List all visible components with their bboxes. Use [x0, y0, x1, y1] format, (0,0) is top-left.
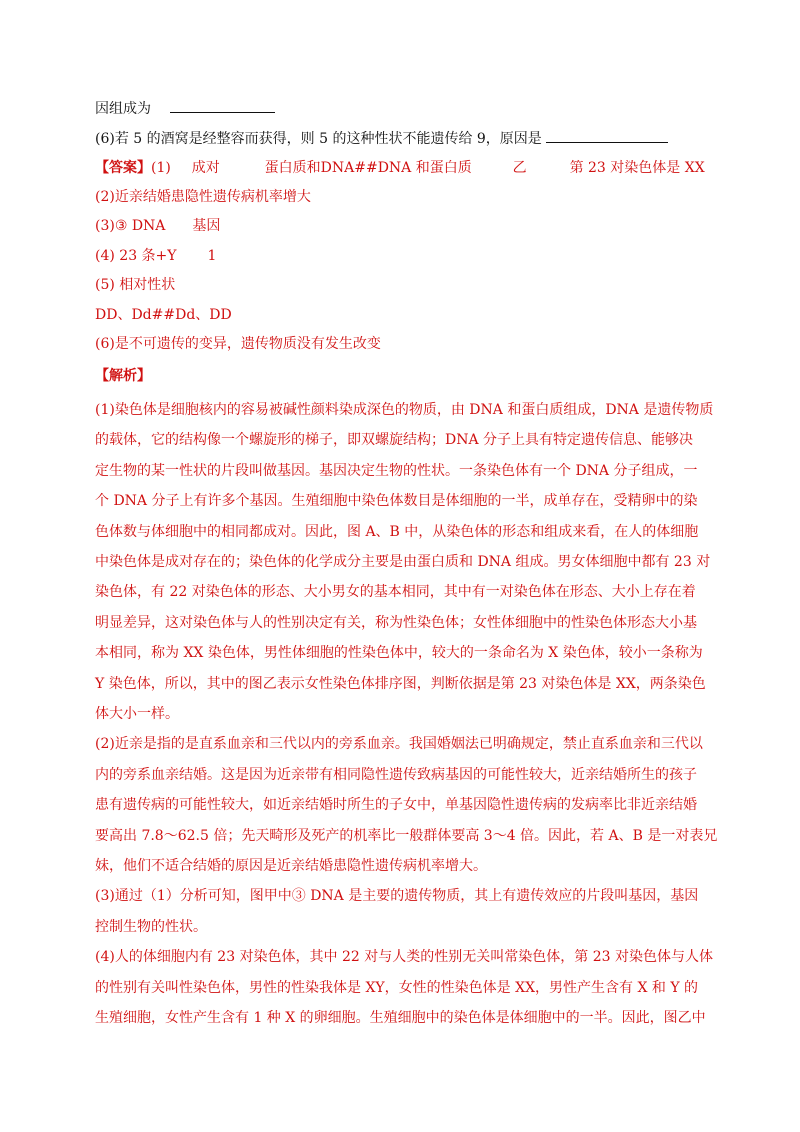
analysis-line: 内的旁系血亲结婚。这是因为近亲带有相同隐性遗传致病基因的可能性较大，近亲结婚所生的孩子	[95, 766, 697, 783]
answer-1-part-1: 成对	[191, 160, 220, 176]
analysis-line: 的载体，它的结构像一个螺旋形的梯子，即双螺旋结构；DNA 分子上具有特定遗传信息、能够决	[95, 432, 694, 449]
answer-4-part-2: 1	[207, 248, 217, 264]
analysis-line: (1)染色体是细胞核内的容易被碱性颜料染成深色的物质，由 DNA 和蛋白质组成，DNA 是遗传物质	[95, 402, 714, 418]
answer-3-part-2: 基因	[192, 218, 221, 234]
analysis-line: (2)近亲是指的是直系血亲和三代以内的旁系血亲。我国婚姻法已明确规定，禁止直系血亲和三代以	[95, 736, 703, 753]
analysis-line: 控制生物的性状。	[95, 918, 207, 935]
answer-blank-5	[170, 98, 275, 113]
analysis-line: 的性别有关叫性染色体，男性的性染我体是 XY，女性的性染色体是 XX，男性产生含有 X 和 Y 的	[95, 979, 699, 996]
answer-1-part-2: 蛋白质和DNA##DNA 和蛋白质	[264, 160, 472, 176]
answer-line-1	[95, 158, 705, 178]
q5-text: 因组成为	[95, 101, 151, 117]
answer-1-part-3: 乙	[512, 160, 527, 176]
analysis-line: (3)通过（1）分析可知，图甲中③ DNA 是主要的遗传物质，其上有遗传效应的片段叫基因，基因	[95, 888, 699, 905]
analysis-line: 染色体，有 22 对染色体的形态、大小男女的基本相同，其中有一对染色体在形态、大小上存在着	[95, 584, 696, 601]
analysis-line: 个 DNA 分子上有许多个基因。生殖细胞中染色体数目是体细胞的一半，成单存在，受精卵中的染	[95, 493, 698, 510]
analysis-line: 要高出 7.8～62.5 倍；先天畸形及死产的机率比一般群体要高 3～4 倍。因此，若 A、B 是一对表兄	[95, 827, 718, 844]
answer-2: (2)近亲结婚患隐性遗传病机率增大	[95, 189, 311, 205]
analysis-line: Y 染色体，所以，其中的图乙表示女性染色体排序图，判断依据是第 23 对染色体是 XX，两条染色	[95, 675, 706, 692]
answer-header: 【答案】	[95, 160, 151, 176]
q6-text: (6)若 5 的酒窝是经整容而获得，则 5 的这种性状不能遗传给 9，原因是	[95, 131, 542, 147]
answer-4-part-1: (4) 23 条+Y	[95, 248, 177, 264]
analysis-line: 体大小一样。	[95, 706, 179, 722]
answer-3-part-1: (3)③ DNA	[95, 218, 166, 234]
answer-6: (6)是不可遗传的变异，遗传物质没有发生改变	[95, 336, 381, 352]
analysis-line: 妹，他们不适合结婚的原因是近亲结婚患隐性遗传病机率增大。	[95, 858, 487, 874]
answer-3	[95, 216, 220, 236]
analysis-line: 明显差异，这对染色体与人的性别决定有关，称为性染色体；女性体细胞中的性染色体形态大小基	[95, 614, 697, 631]
analysis-line: 本相同，称为 XX 染色体，男性体细胞的性染色体中，较大的一条命名为 X 染色体，较小一条称为	[95, 645, 703, 662]
analysis-line: 中染色体是成对存在的；染色体的化学成分主要是由蛋白质和 DNA 组成。男女体细胞中都有 23 对	[95, 554, 711, 570]
answer-4	[95, 246, 216, 266]
answer-blank-6	[546, 128, 668, 143]
answer-5b: DD、Dd##Dd、DD	[95, 307, 232, 323]
analysis-line: 患有遗传病的可能性较大，如近亲结婚时所生的子女中，单基因隐性遗传病的发病率比非近亲结婚	[95, 797, 697, 814]
analysis-line: 定生物的某一性状的片段叫做基因。基因决定生物的性状。一条染色体有一个 DNA 分子组成，一	[95, 462, 698, 479]
answer-5: (5) 相对性状	[95, 277, 176, 293]
analysis-line: (4)人的体细胞内有 23 对染色体，其中 22 对与人类的性别无关叫常染色体，第 23 对染色体与人体	[95, 949, 713, 966]
analysis-line: 生殖细胞，女性产生含有 1 种 X 的卵细胞。生殖细胞中的染色体是体细胞中的一半。因此，图乙中	[95, 1010, 706, 1026]
answer-1-number: (1)	[151, 160, 171, 176]
answer-1-part-4: 第 23 对染色体是 XX	[569, 160, 705, 176]
analysis-header: 【解析】	[95, 368, 151, 384]
question-5-tail	[95, 98, 275, 118]
analysis-line: 色体数与体细胞中的相同都成对。因此，图 A、B 中，从染色体的形态和组成来看，在人的体细胞	[95, 523, 699, 540]
question-6	[95, 128, 668, 148]
